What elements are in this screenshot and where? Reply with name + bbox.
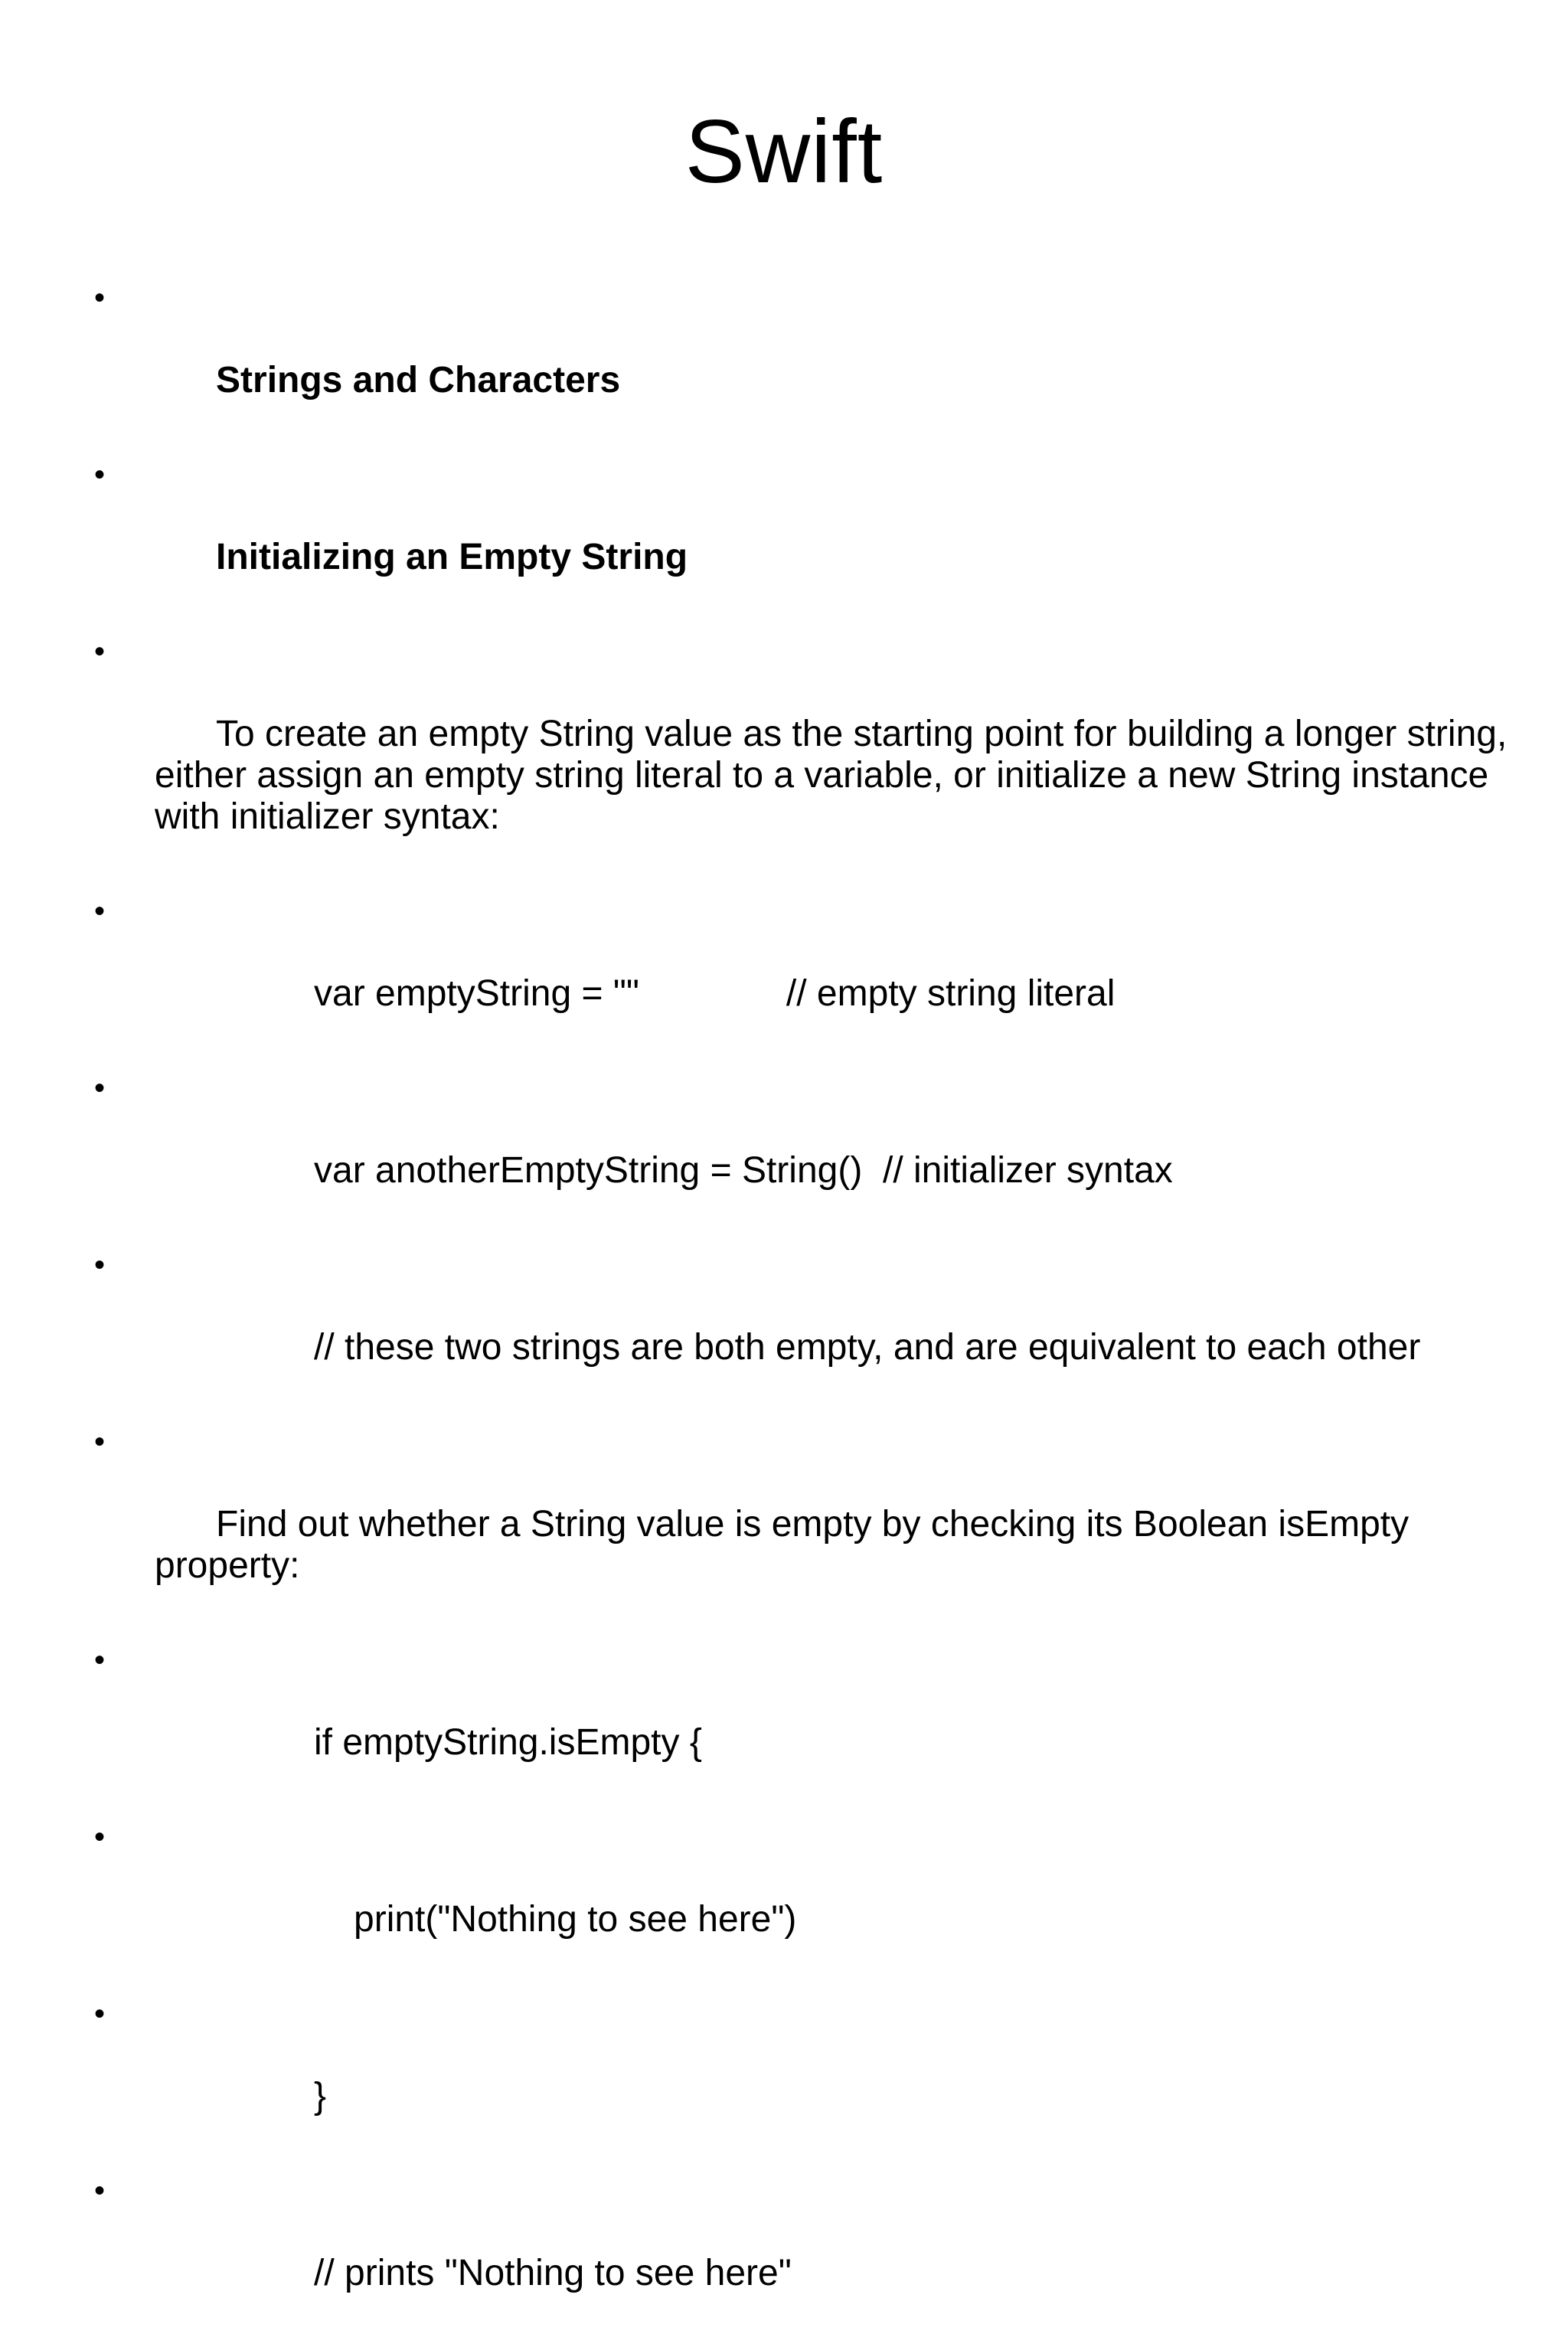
item-text: To create an empty String value as the starting point for building a longer string, either assign an empty string literal to a variable, or initialize a new String instance with initializer syntax: <box>155 714 1517 837</box>
list-item <box>0 1067 1568 1233</box>
item-text: Find out whether a String value is empty by checking its Boolean isEmpty property: <box>155 1504 1419 1586</box>
bullet-icon: • <box>94 1425 106 1459</box>
bullet-icon: • <box>94 2174 106 2208</box>
list-item <box>0 1993 1568 2159</box>
list-item <box>0 1639 1568 1805</box>
bullet-list <box>0 277 1568 2347</box>
bullet-icon: • <box>94 894 106 928</box>
bullet-icon: • <box>94 1643 106 1677</box>
code-comment: // prints "Nothing to see here" <box>314 2253 792 2293</box>
slide-title: Swift <box>684 101 884 201</box>
bullet-icon: • <box>94 1071 106 1105</box>
code-comment: // these two strings are both empty, and are equivalent to each other <box>314 1327 1421 1368</box>
code-text: var emptyString = "" <box>314 973 639 1014</box>
bullet-icon: • <box>94 281 106 315</box>
code-text: print("Nothing to see here") <box>354 1899 797 1940</box>
bullet-icon: • <box>94 1997 106 2031</box>
list-item <box>0 277 1568 443</box>
list-item <box>0 1244 1568 1410</box>
code-text: } <box>314 2076 327 2117</box>
list-item <box>0 2170 1568 2336</box>
bullet-icon: • <box>94 458 106 492</box>
list-item <box>0 891 1568 1056</box>
list-item <box>0 454 1568 619</box>
code-text: if emptyString.isEmpty { <box>314 1722 702 1763</box>
code-comment: // empty string literal <box>786 973 1116 1014</box>
code-text: var anotherEmptyString = String() // initializer syntax <box>314 1150 1173 1191</box>
item-text: Strings and Characters <box>216 360 621 400</box>
list-item <box>0 1816 1568 1982</box>
bullet-icon: • <box>94 1248 106 1282</box>
bullet-icon: • <box>94 635 106 668</box>
item-text: Initializing an Empty String <box>216 537 688 577</box>
bullet-icon: • <box>94 1820 106 1854</box>
list-item <box>0 631 1568 879</box>
list-item <box>0 1421 1568 1628</box>
